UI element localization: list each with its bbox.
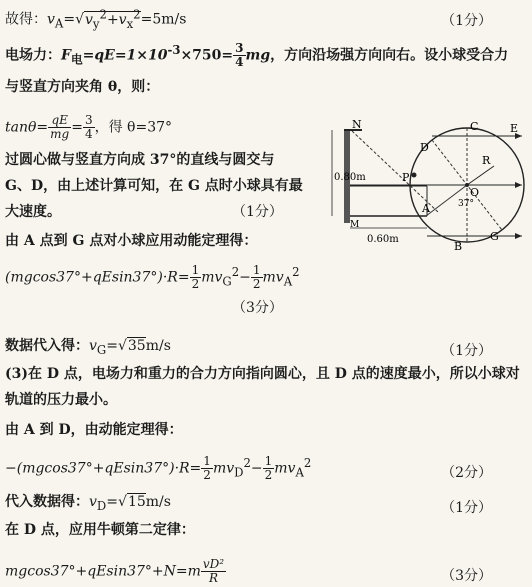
arrowhead-icon (515, 233, 522, 239)
label-n: N (352, 118, 362, 131)
lead-text: 数据代入得： (5, 338, 89, 354)
minus: − (239, 269, 251, 286)
term: mv (212, 460, 235, 477)
label-b: B (454, 240, 463, 253)
expr: mgcos37°+qEsin37°+N=m (5, 563, 201, 580)
para2-line2: 轨道的压力最小。 (5, 392, 117, 408)
eq-sign: = (71, 119, 83, 136)
para1-line1: 过圆心做与竖直方向成 37°的直线与圆交与 (5, 152, 275, 168)
label-height: 0.80m (334, 172, 366, 183)
denominator: 2 (203, 468, 211, 483)
eq-sign: = (63, 11, 76, 28)
score: （3分） (441, 568, 492, 584)
expr: −(mgcos37°+qEsin37°)·R= (5, 460, 202, 477)
eq-sign: = (106, 338, 118, 354)
line-vg: 数据代入得：$v_G=√35m/s$ (5, 338, 171, 357)
fraction (201, 558, 226, 585)
numerator: 1 (203, 454, 211, 469)
fraction (251, 264, 263, 291)
line-vd: 代入数据得：$v_D=√15m/s$ (5, 494, 171, 513)
para1-line2: G、D，由上述计算可知，在 G 点时小球具有最 (5, 178, 303, 194)
denominator: 2 (252, 277, 261, 292)
superscript: 2 (303, 456, 312, 470)
tail: ，得 θ=37° (94, 119, 173, 136)
fraction (190, 264, 202, 291)
lead-text: 代入数据得： (5, 494, 89, 510)
numerator: 1 (252, 263, 261, 278)
label-c: C (470, 120, 479, 133)
numerator: 3 (235, 41, 244, 56)
var-f: F (61, 47, 71, 64)
var: v (89, 338, 97, 354)
subscript: A (295, 465, 304, 480)
subscript: D (234, 465, 244, 480)
minus: − (250, 460, 263, 477)
var-v: v (47, 11, 55, 28)
lead-text: 故得： (5, 11, 47, 28)
lead-text: 电场力： (5, 47, 61, 64)
center-dot (465, 183, 469, 187)
score: （1分） (232, 204, 283, 220)
numerator: vD² (202, 557, 225, 571)
para2-line1: (3)在 D 点，电场力和重力的合力方向指向圆心，且 D 点的速度最小，所以小球对 (5, 366, 520, 382)
label-e: E (510, 122, 519, 135)
expr: tanθ= (5, 119, 49, 136)
label-o: O (470, 186, 480, 199)
label-width: 0.60m (367, 234, 399, 245)
sqrt-body (84, 7, 141, 31)
term: mv (262, 269, 284, 286)
fraction (201, 455, 213, 482)
score: （1分） (441, 13, 492, 29)
subscript: x (126, 16, 134, 31)
label-g: G (490, 230, 499, 243)
tail: ，方向沿场强方向向右。设小球受合力 (270, 47, 509, 64)
score: （1分） (441, 343, 492, 359)
numerator: 1 (191, 263, 200, 278)
denominator: mg (50, 127, 70, 141)
subscript: y (92, 16, 100, 31)
fraction (233, 42, 245, 69)
arrowhead-icon (515, 182, 522, 188)
line-va: 故得：$v_A=√v_y^2+v_x^2=5m/s$ (5, 7, 187, 31)
fraction (83, 114, 95, 141)
denominator: R (208, 571, 219, 585)
line-angle-intro: 与竖直方向夹角 θ，则： (5, 79, 160, 95)
line-electric-force (5, 42, 508, 69)
numerator: qE (48, 114, 71, 128)
superscript: -3 (167, 43, 181, 57)
line-energy-ag (5, 264, 300, 291)
line-newton-eq (5, 558, 226, 585)
expr: mg (245, 47, 271, 64)
unit: m/s (145, 338, 171, 354)
superscript: 2 (231, 265, 240, 279)
score: （1分） (441, 500, 492, 516)
unit: m/s (145, 494, 171, 510)
line-theorem-ag: 由 A 点到 G 点对小球应用动能定理得： (5, 233, 258, 249)
radius-r (467, 166, 494, 185)
fraction (263, 455, 275, 482)
superscript: 2 (243, 456, 251, 470)
label-p: P (402, 171, 410, 184)
superscript: 2 (292, 265, 300, 279)
denominator: 2 (191, 277, 200, 292)
label-r: R (482, 154, 491, 167)
expr: ×750= (180, 47, 234, 64)
term: mv (274, 460, 296, 477)
denominator: 4 (84, 127, 93, 141)
label-m: M (350, 220, 360, 230)
sqrt-body: 15 (127, 494, 146, 510)
subscript: G (222, 274, 232, 289)
subscript: A (54, 16, 64, 31)
para1-line3: 大速度。 (5, 204, 61, 220)
plus: + (106, 11, 119, 28)
tail: =5m/s (140, 11, 187, 28)
subscript: 电 (70, 52, 83, 67)
numerator: 1 (264, 454, 273, 469)
ball-p (412, 173, 417, 178)
label-angle: 37° (458, 199, 474, 209)
subscript: A (283, 274, 293, 289)
numerator: 3 (84, 113, 93, 127)
sqrt-body: 35 (127, 338, 146, 354)
fraction (48, 114, 71, 141)
label-d: D (420, 141, 429, 154)
denominator: 2 (264, 468, 273, 483)
line-tan (5, 114, 172, 141)
label-a: A (422, 202, 430, 215)
subscript: G (96, 342, 107, 357)
var: v (89, 494, 97, 510)
line-energy-ad (5, 455, 311, 482)
var: v (85, 11, 93, 28)
line-newton: 在 D 点，应用牛顿第二定律： (5, 522, 195, 538)
score: （3分） (232, 300, 283, 316)
eq-sign: = (106, 494, 119, 510)
expr: (mgcos37°+qEsin37°)·R= (5, 269, 190, 286)
var: v (118, 11, 127, 28)
superscript: 2 (133, 7, 141, 21)
term: mv (201, 269, 223, 286)
superscript: 2 (99, 7, 107, 21)
subscript: D (96, 498, 107, 513)
score: （2分） (441, 465, 492, 481)
denominator: 4 (235, 55, 244, 70)
line-theorem-ad: 由 A 到 D，由动能定理得： (5, 422, 183, 438)
physics-diagram (322, 118, 532, 268)
expr: =qE=1×10 (82, 47, 168, 64)
